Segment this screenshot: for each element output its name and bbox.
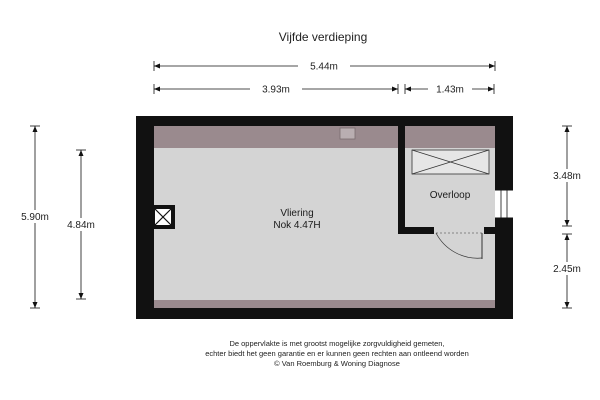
dim-left-outer-label: 5.90m [21, 212, 49, 223]
dim-right-upper [544, 126, 590, 226]
dim-top-right [405, 82, 494, 96]
dim-top-left-label: 3.93m [262, 84, 290, 96]
roof-strip-top [154, 126, 495, 148]
dim-left-inner-label: 4.84m [67, 220, 95, 231]
interior-wall-vertical [398, 126, 405, 234]
dim-top-total-label: 5.44m [310, 61, 338, 73]
floor-title: Vijfde verdieping [278, 30, 368, 44]
roof-hatch [340, 128, 355, 139]
disclaimer-line-2: echter biedt het geen garantie en er kunnen geen rechten aan ontleend worden [205, 349, 469, 358]
dim-right-lower [544, 234, 590, 308]
room-main-name: Vliering [280, 208, 314, 219]
interior-wall-horizontal-left [398, 227, 434, 234]
disclaimer-line-3: © Van Roemburg & Woning Diagnose [274, 359, 400, 368]
room-side-name: Overloop [429, 190, 471, 201]
dim-right-upper-label: 3.48m [553, 171, 581, 182]
room-main-sub: Nok 4.47H [273, 220, 321, 231]
interior-wall-horizontal-right [484, 227, 495, 234]
dim-top-left [154, 82, 398, 96]
window-right [495, 190, 513, 218]
chimney-shaft [151, 205, 175, 229]
dim-top-right-label: 1.43m [436, 84, 464, 96]
stair-opening [412, 150, 489, 174]
roof-strip-bottom [154, 300, 495, 308]
dim-right-lower-label: 2.45m [553, 264, 581, 275]
dim-left-inner [58, 150, 104, 299]
disclaimer-line-1: De oppervlakte is met grootst mogelijke zorgvuldigheid gemeten, [229, 339, 445, 348]
dim-top-total [154, 59, 495, 73]
dim-left-outer [12, 126, 58, 308]
